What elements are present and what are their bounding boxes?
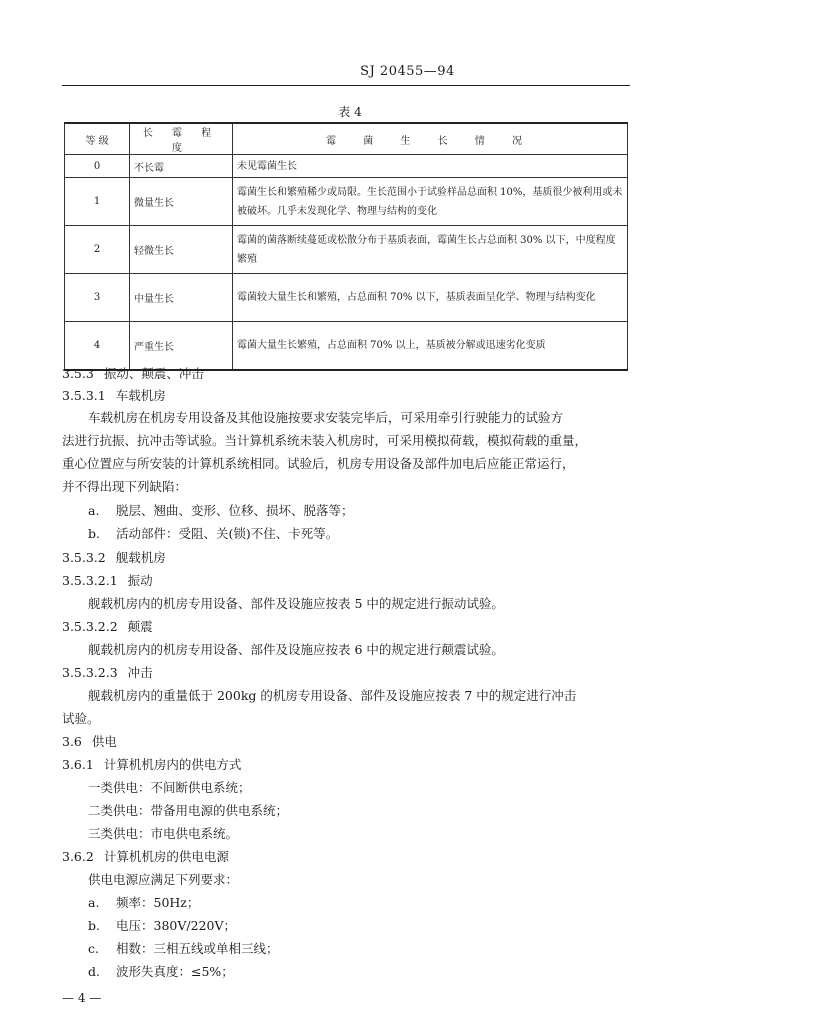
list-marker: d. (88, 964, 100, 979)
section-heading-3-6-2 (62, 849, 229, 865)
list-item: 三类供电：市电供电系统。 (88, 826, 239, 841)
paragraph-line: 法进行抗振、抗冲击等试验。当计算机系统未装入机房时，可采用模拟荷载，模拟荷载的重量， (62, 433, 588, 448)
section-heading-3-5-3-2-3 (62, 665, 153, 681)
document-code: SJ 20455—94 (360, 64, 455, 79)
section-title: 颠震 (127, 619, 153, 634)
paragraph-line: 试验。 (62, 711, 100, 726)
page-number: — 4 — (62, 991, 102, 1005)
level-cell: 严重生长 (130, 322, 233, 370)
level-cell: 微量生长 (130, 178, 233, 226)
level-cell: 轻微生长 (130, 226, 233, 274)
grade-cell: 1 (65, 178, 130, 226)
description-cell: 霉菌生长和繁殖稀少或局限。生长范围小于试验样品总面积 10%，基质很少被利用或未被破坏。几乎未发现化学、物理与结构的变化 (233, 178, 628, 226)
section-number: 3.5.3.2.1 (62, 573, 118, 588)
column-header-level: 长 霉 程 度 (130, 123, 233, 155)
section-title: 振动 (127, 573, 153, 588)
section-title: 车载机房 (115, 388, 166, 403)
table-row (65, 226, 628, 274)
section-heading-3-5-3 (62, 366, 204, 382)
column-header-description: 霉 菌 生 长 情 况 (233, 123, 628, 155)
section-number: 3.5.3.2.3 (62, 665, 118, 680)
list-text: 波形失真度：≤5%； (116, 964, 234, 979)
list-item: 一类供电：不间断供电系统； (88, 780, 251, 795)
description-cell: 霉菌大量生长繁殖，占总面积 70% 以上，基质被分解或迅速劣化变质 (233, 322, 628, 370)
section-heading-3-6 (62, 734, 117, 750)
section-heading-3-6-1 (62, 757, 241, 773)
table-row (65, 322, 628, 370)
list-text: 活动部件：受阻、关(锁)不住、卡死等。 (116, 526, 339, 541)
description-cell: 未见霉菌生长 (233, 155, 628, 178)
list-item (88, 964, 234, 980)
section-number: 3.5.3.2.2 (62, 619, 118, 634)
table-row (65, 155, 628, 178)
section-heading-3-5-3-2 (62, 550, 166, 566)
list-item (88, 503, 354, 519)
section-title: 计算机机房内的供电方式 (103, 757, 242, 772)
section-title: 计算机机房的供电电源 (103, 849, 229, 864)
section-number: 3.6 (62, 734, 82, 749)
table-row (65, 274, 628, 322)
header-rule (62, 85, 630, 86)
section-title: 舰载机房 (115, 550, 166, 565)
table-row (65, 178, 628, 226)
section-heading-3-5-3-1 (62, 388, 166, 404)
list-marker: b. (88, 918, 100, 933)
description-cell: 霉菌较大量生长和繁殖，占总面积 70% 以下，基质表面呈化学、物理与结构变化 (233, 274, 628, 322)
section-number: 3.6.1 (62, 757, 94, 772)
column-header-grade: 等 级 (65, 123, 130, 155)
section-number: 3.5.3 (62, 366, 94, 381)
list-text: 电压：380V/220V； (116, 918, 236, 933)
section-number: 3.6.2 (62, 849, 94, 864)
level-cell: 不长霉 (130, 155, 233, 178)
section-title: 冲击 (127, 665, 153, 680)
section-number: 3.5.3.2 (62, 550, 106, 565)
section-heading-3-5-3-2-1 (62, 573, 153, 589)
paragraph-line: 车载机房在机房专用设备及其他设施按要求安装完毕后，可采用牵引行驶能力的试验方 (88, 410, 564, 425)
level-cell: 中量生长 (130, 274, 233, 322)
list-marker: c. (88, 941, 99, 956)
grade-cell: 0 (65, 155, 130, 178)
mold-grade-table (64, 122, 628, 371)
paragraph-line: 舰载机房内的重量低于 200kg 的机房专用设备、部件及设施应按表 7 中的规定进行冲击 (88, 688, 577, 703)
list-item (88, 918, 236, 934)
list-text: 脱层、翘曲、变形、位移、损坏、脱落等； (116, 503, 354, 518)
grade-cell: 2 (65, 226, 130, 274)
list-text: 相数：三相五线或单相三线； (116, 941, 279, 956)
paragraph-line: 舰载机房内的机房专用设备、部件及设施应按表 6 中的规定进行颠震试验。 (88, 642, 504, 657)
list-item (88, 941, 279, 957)
paragraph-line: 舰载机房内的机房专用设备、部件及设施应按表 5 中的规定进行振动试验。 (88, 596, 504, 611)
table-caption: 表 4 (338, 105, 362, 119)
list-marker: a. (88, 895, 100, 910)
section-title: 供电 (91, 734, 117, 749)
list-item (88, 895, 199, 911)
grade-cell: 4 (65, 322, 130, 370)
description-cell: 霉菌的菌落断续蔓延或松散分布于基质表面，霉菌生长占总面积 30% 以下，中度程度繁殖 (233, 226, 628, 274)
section-title: 振动、颠震、冲击 (103, 366, 204, 381)
section-heading-3-5-3-2-2 (62, 619, 153, 635)
paragraph-line: 重心位置应与所安装的计算机系统相同。试验后，机房专用设备及部件加电后应能正常运行， (62, 456, 575, 471)
list-marker: a. (88, 503, 100, 518)
list-marker: b. (88, 526, 100, 541)
list-item (88, 526, 338, 542)
paragraph-line: 供电电源应满足下列要求： (88, 872, 239, 887)
list-text: 频率：50Hz； (116, 895, 200, 910)
grade-cell: 3 (65, 274, 130, 322)
paragraph-line: 并不得出现下列缺陷： (62, 479, 188, 494)
section-number: 3.5.3.1 (62, 388, 106, 403)
list-item: 二类供电：带备用电源的供电系统； (88, 803, 289, 818)
